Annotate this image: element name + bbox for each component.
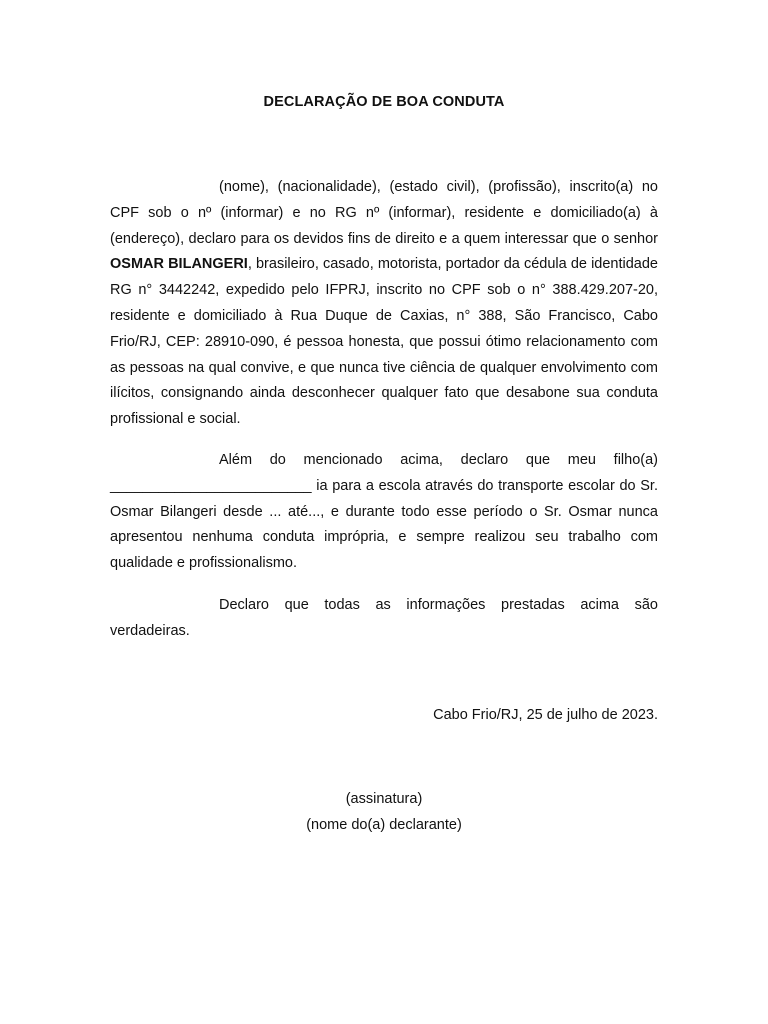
date-line: Cabo Frio/RJ, 25 de julho de 2023. bbox=[433, 707, 658, 723]
paragraph-declaration-details: , brasileiro, casado, motorista, portador da cédula de identidade RG n° 3442242, expedido pelo IFPRJ, inscrito no CPF sob o n° 388.429.207-20, residente e domiciliado à Rua Duque de Caxias, n° 388, São Francisco, Cabo Frio/RJ, CEP: 28910-090, é pessoa honesta, que possui ótimo relacionamento com as pessoas na qual convive, e que nunca tive ciência de qualquer envolvimento com ilícitos, consignando ainda desconhecer qualquer fato que desabone sua conduta profissional e social. bbox=[110, 256, 658, 428]
document-title: DECLARAÇÃO DE BOA CONDUTA bbox=[263, 94, 505, 110]
signer-name-placeholder: (nome do(a) declarante) bbox=[306, 817, 462, 833]
paragraph-declaration-intro: (nome), (nacionalidade), (estado civil), (profissão), inscrito(a) no CPF sob o nº (informar) e no RG nº (informar), residente e domiciliado(a) à (endereço), declaro para os devidos fins de direito e a quem interessar que o senhor bbox=[110, 179, 658, 247]
paragraph-school-transport: Além do mencionado acima, declaro que meu filho(a) _________________________ ia para a escola através do transporte escolar do Sr. Osmar Bilangeri desde ... até..., e durante todo esse período o Sr. Osmar nunca apresentou nenhuma conduta imprópria, e sempre realizou seu trabalho com qualidade e profissionalismo. bbox=[110, 452, 658, 572]
paragraph-declaration bbox=[110, 175, 658, 433]
signature-placeholder: (assinatura) bbox=[345, 791, 423, 807]
paragraph-truthfulness: Declaro que todas as informações prestadas acima são verdadeiras. bbox=[110, 597, 658, 639]
declared-person-name: OSMAR BILANGERI bbox=[110, 256, 248, 273]
